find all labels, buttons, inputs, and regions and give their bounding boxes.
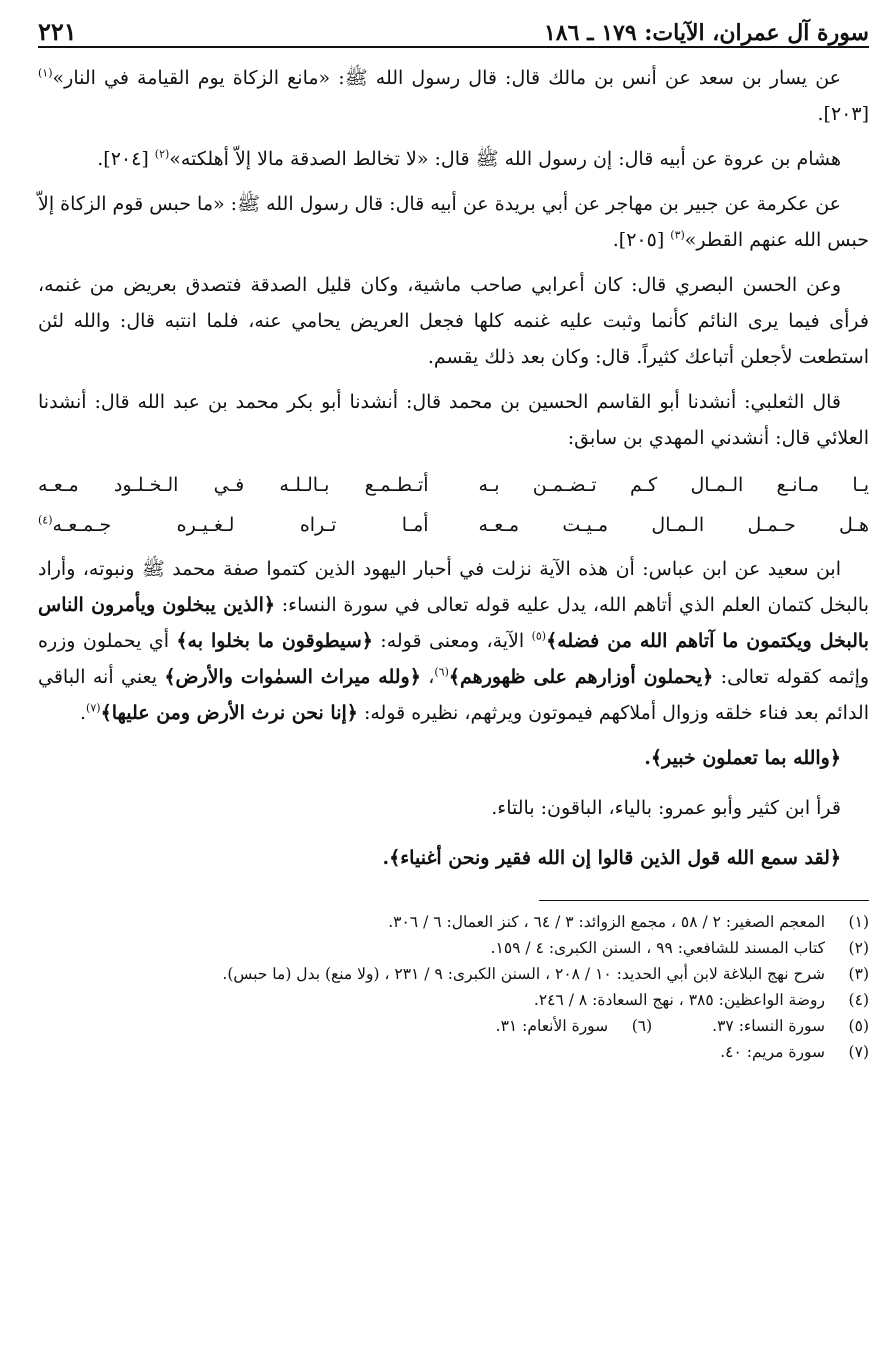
- hadith-paragraph: [38, 60, 869, 132]
- poem-verse: [38, 505, 869, 545]
- quran-quote: ﴿سيطوقون ما بخلوا به﴾: [176, 630, 373, 652]
- hadith-number: [٢٠٤].: [97, 148, 155, 170]
- footnote-number: (٣): [848, 965, 869, 983]
- hadith-paragraph: [38, 186, 869, 258]
- paragraph-text: يعني أنه الباقي الدائم بعد فناء خلقه وزوال أملاكهم فيموتون ويرثهم، نظيره قوله:: [38, 666, 869, 724]
- quran-quote: ﴿إنا نحن نرث الأرض ومن عليها﴾: [100, 702, 358, 724]
- footnote-text: شرح نهج البلاغة لابن أبي الحديد: ١٠ / ٢٠٨ ، السنن الكبرى: ٩ / ٢٣١ ، (ولا منع) بدل (ما حبس).: [222, 965, 825, 983]
- verse-first-hemistich: هـل حـمـل الـمـال مـيـت مـعـه: [478, 514, 869, 536]
- footnote-number: (٥): [848, 1017, 869, 1035]
- footnote-number: (١): [848, 913, 869, 931]
- footnote-ref[interactable]: (٦): [434, 665, 449, 679]
- verse-second-hemistich: أتـطـمـع بـالـلـه فـي الـخـلـود مـعـه: [38, 474, 429, 496]
- hadith-paragraph: [38, 141, 869, 177]
- footnote-text: روضة الواعظين: ٣٨٥ ، نهج السعادة: ٨ / ٢٤٦.: [533, 991, 825, 1009]
- paragraph-text: قال الثعلبي: أنشدنا أبو القاسم الحسين بن محمد قال: أنشدنا أبو بكر محمد بن عبد الله قال: أنشدنا العلائي قال: أنشدني المهدي بن سابق:: [38, 391, 869, 449]
- tafsir-paragraph: [38, 551, 869, 731]
- footnote-text: كتاب المسند للشافعي: ٩٩ ، السنن الكبرى: ٤ / ١٥٩.: [490, 939, 825, 957]
- footnote-number: (٤): [848, 991, 869, 1009]
- footnote-number: (٦): [631, 1017, 653, 1035]
- paragraph-text: عن عكرمة عن جبير بن مهاجر عن أبي بريدة عن أبيه قال: قال رسول الله ﷺ: «ما حبس قوم الزكاة إلاّ حبس الله عنهم القطر»: [38, 193, 869, 251]
- footnote: [38, 935, 869, 961]
- footnote-text: سورة الأنعام: ٣١.: [495, 1017, 609, 1035]
- hadith-number: [٢٠٥].: [612, 229, 671, 251]
- paragraph-text: هشام بن عروة عن أبيه قال: إن رسول الله ﷺ قال: «لا تخالط الصدقة مالا إلاّ أهلكته»: [169, 148, 841, 170]
- footnote-ref[interactable]: (١): [38, 66, 53, 80]
- footnotes: [38, 909, 869, 1065]
- quran-verse-heading: ﴿والله بما تعملون خبير﴾.: [644, 747, 841, 769]
- poem-verse: [38, 465, 869, 505]
- poem-intro-paragraph: [38, 384, 869, 456]
- footnote-pair: [38, 1013, 869, 1039]
- main-text: [38, 60, 869, 876]
- paragraph-text: ابن سعيد عن ابن عباس: أن هذه الآية نزلت في أحبار اليهود الذين كتموا صفة محمد ﷺ ونبوته، وأراد بالبخل كتمان العلم الذي أتاهم الله، يدل عليه قوله تعالى في سورة النساء:: [38, 558, 869, 616]
- footnote: [38, 961, 869, 987]
- footnote: [38, 909, 869, 935]
- footnote-ref[interactable]: (٤): [38, 513, 53, 527]
- footnote: [38, 987, 869, 1013]
- book-page: [38, 0, 869, 1065]
- verse-first-hemistich: يـا مـانـع الـمـال كـم تـضـمـن بـه: [478, 474, 869, 496]
- footnote-number: (٧): [848, 1043, 869, 1061]
- narrative-paragraph: [38, 267, 869, 375]
- qiraat-note: قرأ ابن كثير وأبو عمرو: بالياء، الباقون: بالتاء.: [491, 797, 841, 819]
- footnote-ref[interactable]: (٧): [86, 701, 101, 715]
- footnote-text: سورة مريم: ٤٠.: [720, 1043, 825, 1061]
- quran-quote: ﴿ولله ميراث السمٰوات والأرض﴾: [164, 666, 421, 688]
- page-header: [38, 0, 869, 48]
- paragraph-text: وعن الحسن البصري قال: كان أعرابي صاحب ماشية، وكان قليل الصدقة فتصدق بعريض من غنمه، فرأى فيما يرى النائم كأنما وثبت عليه غنمه كلها فجعل العريض يحامي عنه، فلما انتبه قال: والله لئن استطعت لأجعلن أتباعك كثيراً. قال: وكان بعد ذلك يقسم.: [38, 274, 869, 368]
- verse-second-hemistich: [38, 505, 429, 545]
- quran-verse-heading: ﴿لقد سمع الله قول الذين قالوا إن الله فقير ونحن أغنياء﴾.: [382, 847, 841, 869]
- footnote-number: (٢): [848, 939, 869, 957]
- quran-quote: ﴿يحملون أوزارهم على ظهورهم﴾: [448, 666, 714, 688]
- paragraph-text: الآية، ومعنى قوله:: [380, 630, 532, 652]
- footnote-ref[interactable]: (٣): [670, 228, 685, 242]
- footnote-ref[interactable]: (٢): [154, 147, 170, 161]
- paragraph-text: ،: [428, 666, 435, 688]
- page-number: ٢٢١: [38, 17, 77, 46]
- footnote-text: سورة النساء: ٣٧.: [712, 1017, 825, 1035]
- running-title: سورة آل عمران، الآيات: ١٧٩ ـ ١٨٦: [543, 20, 869, 46]
- hadith-number: [٢٠٣].: [817, 103, 869, 125]
- footnote: [38, 1039, 869, 1065]
- quran-quote: ﴿الذين يبخلون ويأمرون الناس بالبخل ويكتمون ما آتاهم الله من فضله﴾: [38, 594, 869, 652]
- poem: [38, 465, 869, 545]
- paragraph-text: أي يحملون وزره وإثمه كقوله تعالى:: [38, 630, 870, 688]
- footnote-ref[interactable]: (٥): [531, 629, 547, 643]
- paragraph-text: عن يسار بن سعد عن أنس بن مالك قال: قال رسول الله ﷺ: «مانع الزكاة يوم القيامة في النار»: [52, 67, 841, 89]
- footnote-text: المعجم الصغير: ٢ / ٥٨ ، مجمع الزوائد: ٣ / ٦٤ ، كنز العمال: ٦ / ٣٠٦.: [388, 913, 825, 931]
- paragraph-text: .: [80, 702, 87, 724]
- footnote-divider: [539, 900, 869, 901]
- hemistich-text: أمـا تـراه لـغـيـره جـمـعـه: [52, 514, 429, 536]
